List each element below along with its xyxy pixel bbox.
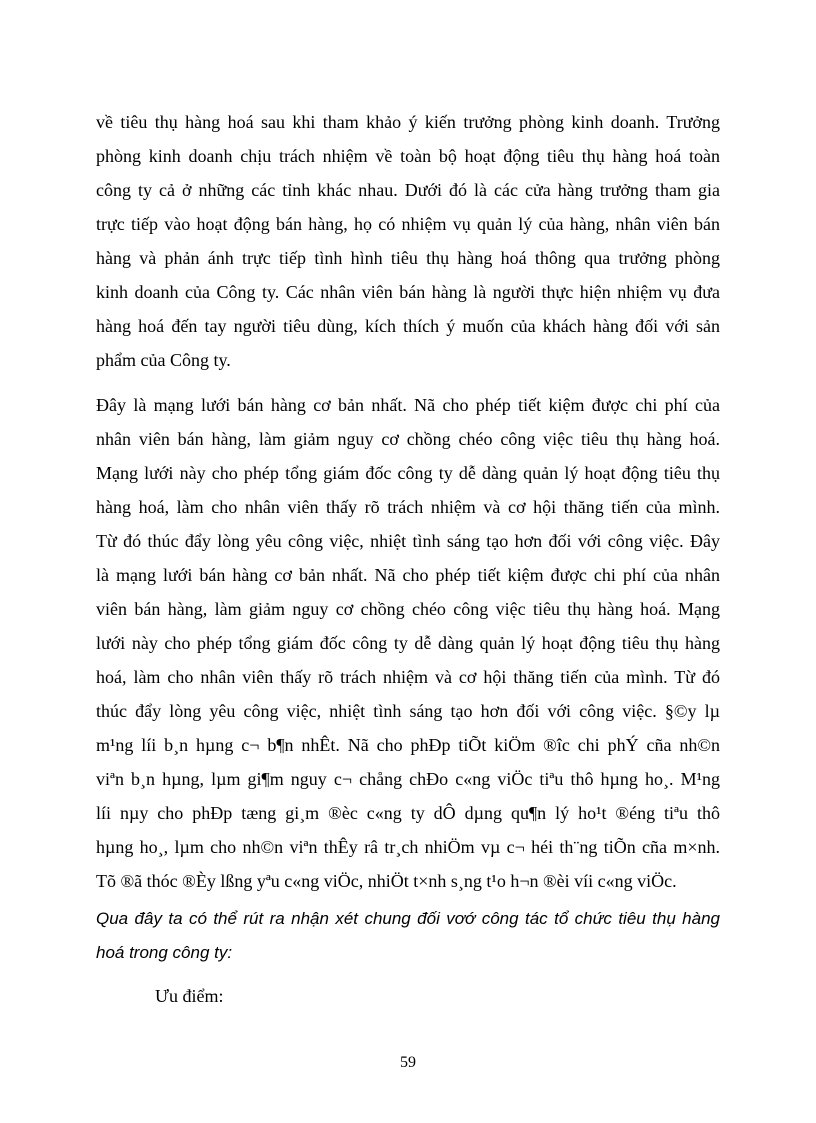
paragraph-2-line-10: thúc đẩy lòng yêu công việc, nhiệt tình sáng tạo hơn đối với công việc. §©y lµ	[96, 701, 720, 721]
paragraph-1-line-6: kinh doanh của Công ty. Các nhân viên bán hàng là người thực hiện nhiệm vụ đưa	[96, 282, 720, 302]
section-heading-advantages: Ưu điểm:	[155, 986, 224, 1006]
paragraph-2-line-12: viªn b¸n hµng, lµm gi¶m nguy c¬ chång chÐo c«ng viÖc tiªu thô hµng ho¸. M¹ng	[96, 769, 720, 789]
paragraph-1-line-7: hàng hoá đến tay người tiêu dùng, kích thích ý muốn của khách hàng đối với sản	[96, 316, 720, 336]
paragraph-1-line-1: về tiêu thụ hàng hoá sau khi tham khảo ý kiến trưởng phòng kinh doanh. Trưởng	[96, 112, 720, 132]
italic-paragraph-line-1: Qua đây ta có thể rút ra nhận xét chung đối vơớ công tác tổ chức tiêu thụ hàng	[96, 909, 720, 928]
paragraph-1-line-3: công ty cả ở những các tỉnh khác nhau. Dưới đó là các cửa hàng trưởng tham gia	[96, 180, 720, 200]
paragraph-2-line-13: líi nµy cho phÐp tæng gi¸m ®èc c«ng ty dÔ dµng qu¶n lý ho¹t ®éng tiªu thô	[96, 803, 720, 823]
paragraph-2-line-3: Mạng lưới này cho phép tổng giám đốc công ty dễ dàng quản lý hoạt động tiêu thụ	[96, 463, 720, 483]
paragraph-2-line-15: Tõ ®ã thóc ®Èy lßng yªu c«ng viÖc, nhiÖt t×nh s¸ng t¹o h¬n ®èi víi c«ng viÖc.	[96, 871, 677, 891]
paragraph-2-line-9: hoá, làm cho nhân viên thấy rõ trách nhiệm và cơ hội thăng tiến của mình. Từ đó	[96, 667, 720, 687]
paragraph-2-line-2: nhân viên bán hàng, làm giảm nguy cơ chồng chéo công việc tiêu thụ hàng hoá.	[96, 429, 720, 449]
paragraph-1-line-4: trực tiếp vào hoạt động bán hàng, họ có nhiệm vụ quản lý của hàng, nhân viên bán	[96, 214, 720, 234]
page-number: 59	[400, 1054, 416, 1071]
paragraph-1-line-5: hàng và phản ánh trực tiếp tình hình tiêu thụ hàng hoá thông qua trưởng phòng	[96, 248, 720, 268]
paragraph-2-line-1: Đây là mạng lưới bán hàng cơ bản nhất. Nã cho phép tiết kiệm được chi phí của	[96, 395, 720, 415]
paragraph-2-line-11: m¹ng líi b¸n hµng c¬ b¶n nhÊt. Nã cho phÐp tiÕt kiÖm ®îc chi phÝ cña nh©n	[96, 735, 720, 755]
paragraph-2-line-8: lưới này cho phép tổng giám đốc công ty dễ dàng quản lý hoạt động tiêu thụ hàng	[96, 633, 720, 653]
paragraph-1-line-8: phẩm của Công ty.	[96, 350, 231, 370]
paragraph-2-line-7: viên bán hàng, làm giảm nguy cơ chồng chéo công việc tiêu thụ hàng hoá. Mạng	[96, 599, 720, 619]
paragraph-2-line-4: hàng hoá, làm cho nhân viên thấy rõ trách nhiệm và cơ hội thăng tiến của mình.	[96, 497, 720, 517]
italic-paragraph-line-2: hoá trong công ty:	[96, 943, 233, 962]
paragraph-2-line-5: Từ đó thúc đẩy lòng yêu công việc, nhiệt tình sáng tạo hơn đối với công việc. Đây	[96, 531, 720, 551]
paragraph-1-line-2: phòng kinh doanh chịu trách nhiệm về toàn bộ hoạt động tiêu thụ hàng hoá toàn	[96, 146, 720, 166]
paragraph-2-line-6: là mạng lưới bán hàng cơ bản nhất. Nã cho phép tiết kiệm được chi phí của nhân	[96, 565, 720, 585]
paragraph-2-line-14: hµng ho¸, lµm cho nh©n viªn thÊy râ tr¸ch nhiÖm vµ c¬ héi th¨ng tiÕn cña m×nh.	[96, 837, 720, 857]
